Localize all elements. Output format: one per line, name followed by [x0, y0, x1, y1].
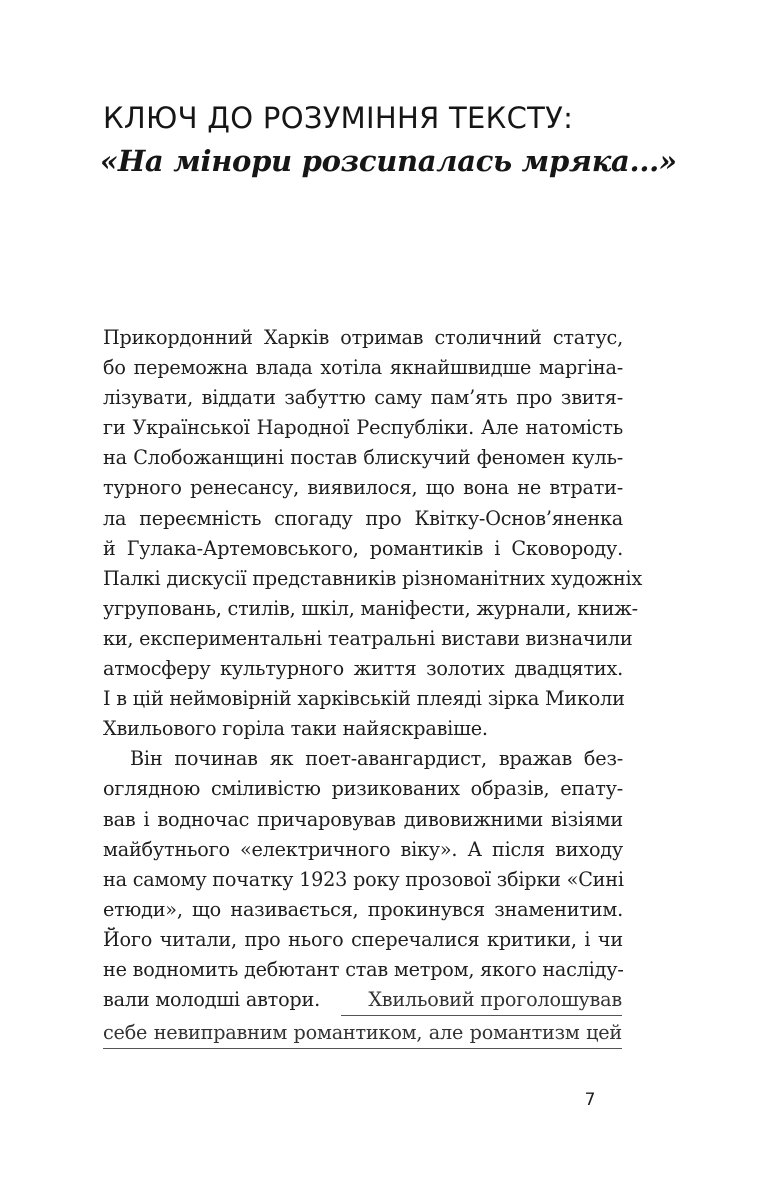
- text-line: Хвильового горіла таки найяскравіше.: [103, 717, 488, 741]
- text-line: ла переємність спогаду про Квітку-Основ’яненка: [103, 506, 623, 530]
- text-line: бо переможна влада хотіла якнайшвидше маргіна-: [103, 356, 623, 380]
- chapter-subtitle: «На мінори розсипалась мряка...»: [100, 144, 677, 178]
- text-line: Він починав як поет-авангардист, вражав без-: [130, 747, 623, 771]
- pull-quote-line: себе невиправним романтиком, але романтизм цей: [103, 1019, 622, 1049]
- text-line: й Гулака-Артемовського, романтиків і Сковороду.: [103, 536, 623, 560]
- text-line: не водномить дебютант став метром, якого насліду-: [103, 957, 624, 981]
- pull-quote-line: Хвильовий проголошував: [341, 986, 622, 1016]
- text-line: на самому початку 1923 року прозової збірки «Сині: [103, 867, 624, 891]
- pull-quote: [103, 986, 622, 1052]
- text-line: атмосферу культурного життя золотих двадцятих.: [103, 657, 623, 681]
- text-line: турного ренесансу, виявилося, що вона не втрати-: [103, 476, 623, 500]
- chapter-title: КЛЮЧ ДО РОЗУМІННЯ ТЕКСТУ:: [103, 101, 574, 135]
- text-line: майбутнього «електричного віку». А після виходу: [103, 837, 623, 861]
- text-line: лізувати, віддати забуттю саму пам’ять про звитя-: [103, 386, 623, 410]
- page-number: 7: [584, 1090, 596, 1110]
- text-line: ки, експериментальні театральні вистави визначили: [103, 626, 633, 650]
- text-line: на Слобожанщині постав блискучий феномен куль-: [103, 446, 623, 470]
- text-line: оглядною сміливістю ризикованих образів, епату-: [103, 777, 623, 801]
- body-text: [103, 323, 643, 1015]
- paragraph-2: [103, 744, 623, 1015]
- text-line: етюди», що називається, прокинувся знаменитим.: [103, 897, 623, 921]
- text-line: І в цій неймовірній харківській плеяді зірка Миколи: [103, 687, 625, 711]
- text-line: Палкі дискусії представників різноманітних художніх: [103, 566, 643, 590]
- text-line: вали молодші автори.: [103, 988, 321, 1012]
- paragraph-1: [103, 323, 643, 744]
- text-line: угруповань, стилів, шкіл, маніфести, журнали, книж-: [103, 596, 638, 620]
- text-line: ги Української Народної Республіки. Але натомість: [103, 416, 623, 440]
- text-line: вав і водночас причаровував дивовижними візіями: [103, 807, 623, 831]
- text-line: Його читали, про нього сперечалися критики, і чи: [103, 927, 623, 951]
- text-line: Прикордонний Харків отримав столичний статус,: [103, 326, 623, 349]
